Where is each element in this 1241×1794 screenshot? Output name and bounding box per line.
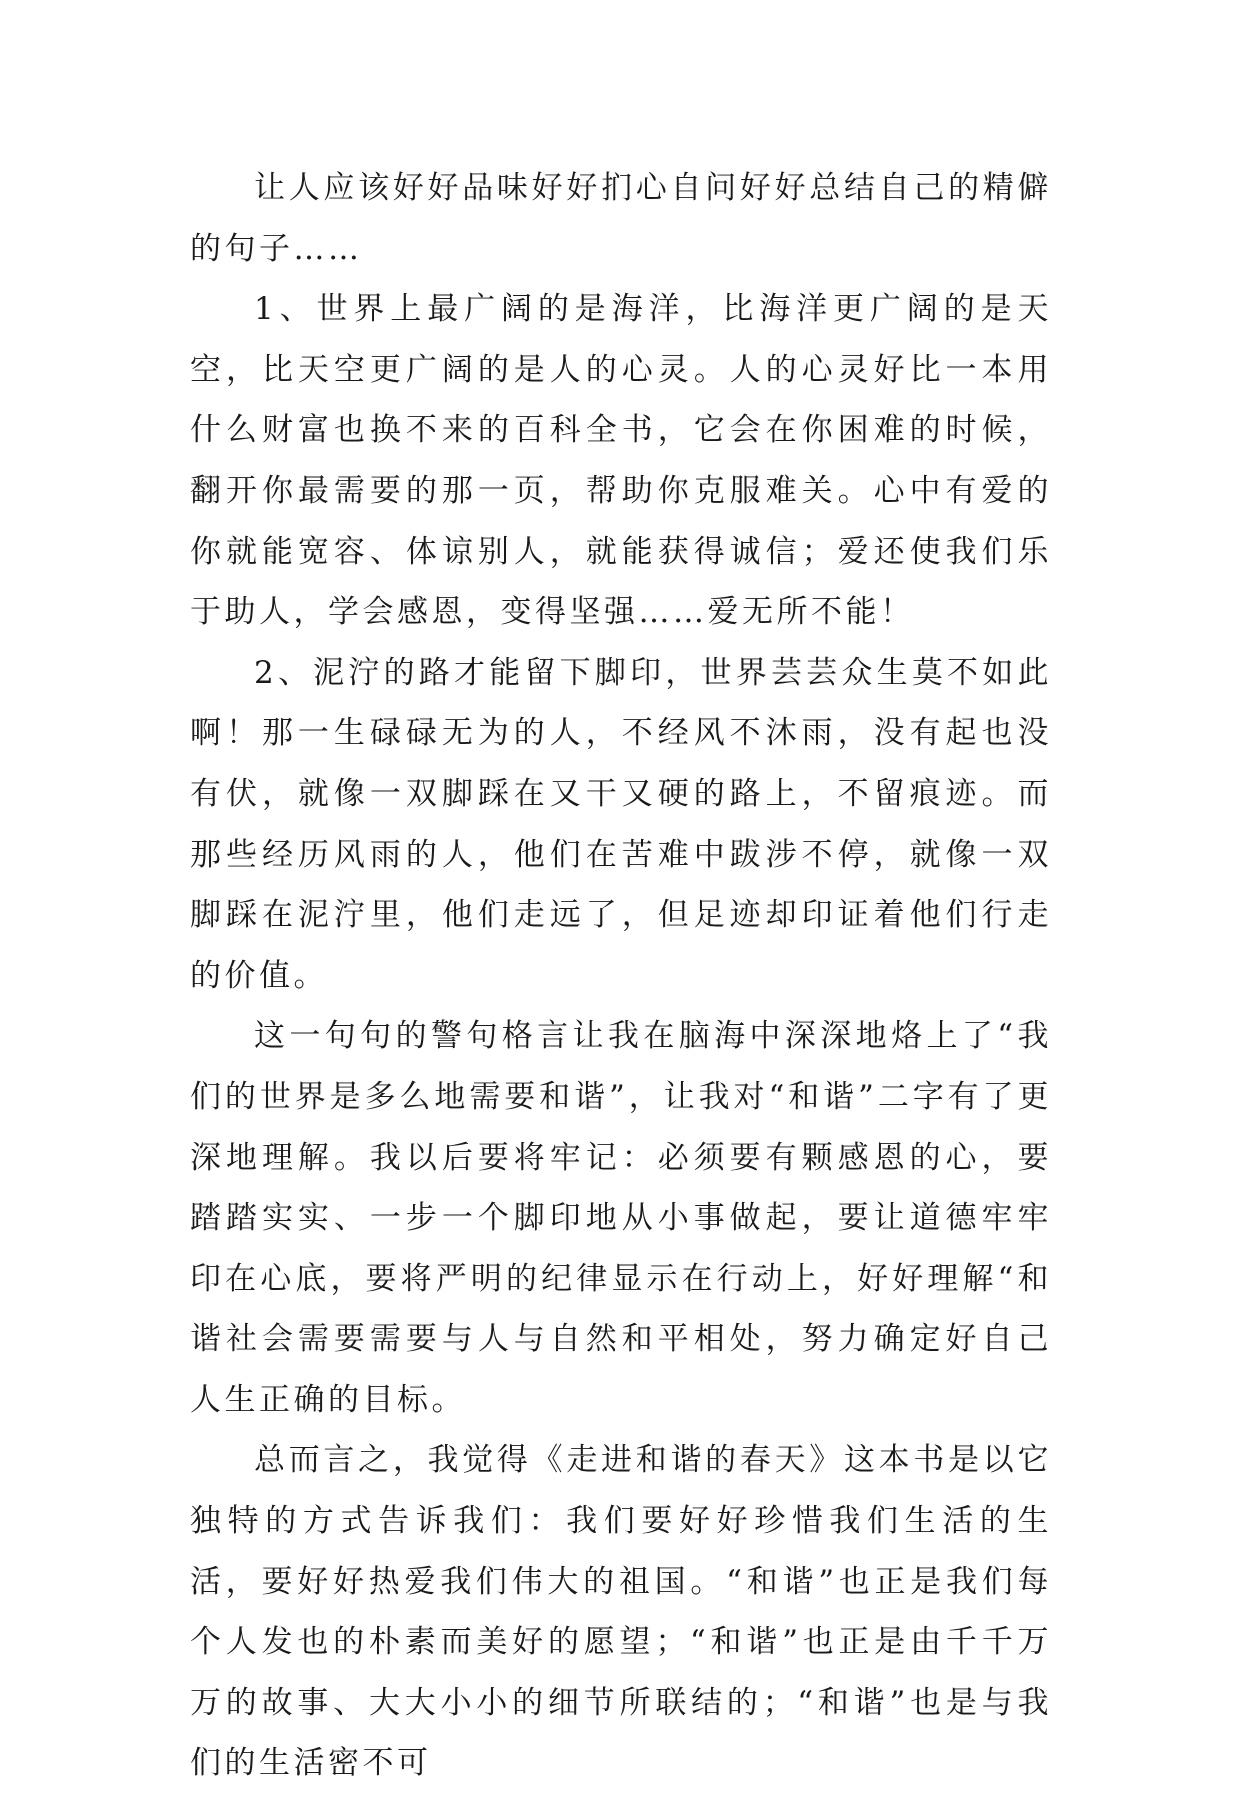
paragraph-conclusion: 总而言之，我觉得《走进和谐的春天》这本书是以它独特的方式告诉我们：我们要好好珍惜我们生活的生活，要好好热爱我们伟大的祖国。“和谐”也正是我们每个人发也的朴素而美好的愿望；“和谐”也正是由千千万万的故事、大大小小的细节所联结的；“和谐”也是与我们的生活密不可 (190, 1442, 1052, 1782)
paragraph-quote-1: 1、世界上最广阔的是海洋，比海洋更广阔的是天空，比天空更广阔的是人的心灵。人的心灵好比一本用什么财富也换不来的百科全书，它会在你困难的时候，翻开你最需要的那一页，帮助你克服难关。心中有爱的你就能宽容、体谅别人，就能获得诚信；爱还使我们乐于助人，学会感恩，变得坚强……爱无所不能！ (190, 291, 1052, 631)
paragraph-reflection: 这一句句的警句格言让我在脑海中深深地烙上了“我们的世界是多么地需要和谐”，让我对“和谐”二字有了更深地理解。我以后要将牢记：必须要有颗感恩的心，要踏踏实实、一步一个脚印地从小事做起，要让道德牢牢印在心底，要将严明的纪律显示在行动上，好好理解“和谐社会需要需要与人与自然和平相处，努力确定好自己人生正确的目标。 (190, 1018, 1052, 1418)
paragraph-quote-2: 2、泥泞的路才能留下脚印，世界芸芸众生莫不如此啊！那一生碌碌无为的人，不经风不沐雨，没有起也没有伏，就像一双脚踩在又干又硬的路上，不留痕迹。而那些经历风雨的人，他们在苦难中跋涉不停，就像一双脚踩在泥泞里，他们走远了，但足迹却印证着他们行走的价值。 (190, 654, 1052, 994)
paragraph-intro: 让人应该好好品味好好扪心自问好好总结自己的精僻的句子…… (190, 170, 1052, 267)
document-body (190, 158, 1052, 1794)
